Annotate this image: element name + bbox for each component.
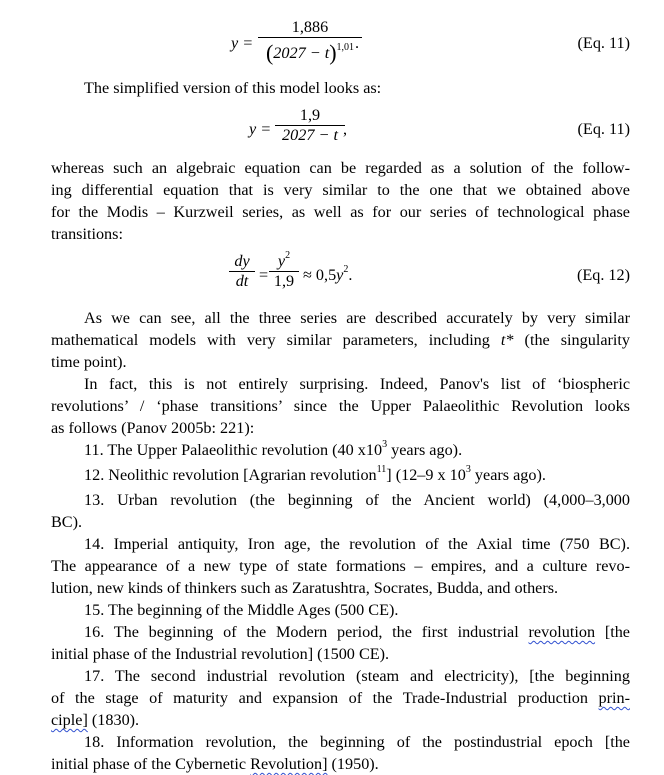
equation-12 bbox=[51, 252, 630, 304]
spellcheck-revolution: revolution bbox=[528, 623, 596, 641]
eq1-tail: . bbox=[355, 34, 360, 52]
eq1-close-paren: ) bbox=[329, 40, 337, 65]
para2-line-4: transitions: bbox=[51, 225, 123, 243]
list-item-17-cont-1: of the stage of maturity and expansion of the Trade-Industrial production prin- bbox=[51, 689, 630, 707]
list-item-13: 13. Urban revolution (the beginning of the Ancient world) (4,000–3,000 bbox=[84, 491, 630, 509]
t-star: t* bbox=[500, 331, 514, 349]
para2-line-2: ing differential equation that is very similar to the one that we obtained above bbox=[51, 181, 630, 199]
eq2-fraction bbox=[275, 106, 348, 145]
equation-11-simplified bbox=[51, 106, 630, 154]
equation-11-full bbox=[51, 18, 630, 68]
eq3-dt: dt bbox=[235, 272, 249, 290]
eq1-fraction bbox=[258, 18, 362, 64]
list-item-12: 12. Neolithic revolution [Agrarian revolution$^{11}$] (12–9 x $10^3$ years ago). bbox=[84, 464, 546, 484]
eq1-den-body: 2027 − t bbox=[273, 44, 330, 62]
eq3-y2: y bbox=[336, 266, 344, 284]
eq2-tail: , bbox=[343, 120, 348, 138]
eq3-y2-sup: 2 bbox=[343, 264, 349, 275]
eq2-lhs: y = bbox=[249, 120, 272, 138]
spellcheck-ciple: ciple] bbox=[51, 711, 88, 729]
revolutions-list bbox=[51, 439, 630, 775]
eq3-y-sup: 2 bbox=[285, 250, 291, 261]
list-item-18: 18. Information revolution, the beginning of the postindustrial epoch [the bbox=[84, 733, 630, 751]
list-item-15: 15. The beginning of the Middle Ages (500 CE). bbox=[84, 601, 399, 619]
eq3-fraction bbox=[269, 252, 299, 291]
list-item-16-cont: initial phase of the Industrial revolution] (1500 CE). bbox=[51, 645, 390, 663]
eq2-tag: (Eq. 11) bbox=[577, 120, 630, 138]
list-item-17: 17. The second industrial revolution (steam and electricity), [the beginning bbox=[84, 667, 630, 685]
para-differential bbox=[51, 157, 630, 245]
para3-line-1: As we can see, all the three series are described accurately by very similar bbox=[84, 309, 630, 327]
eq3-tail: . bbox=[348, 266, 353, 284]
eq3-equals: = bbox=[259, 266, 269, 284]
eq3-dy: dy bbox=[234, 252, 250, 270]
para-three-series bbox=[51, 307, 630, 373]
spellcheck-prin: prin- bbox=[598, 689, 630, 707]
para3-line-3: time point). bbox=[51, 353, 127, 371]
para-panov bbox=[51, 373, 630, 439]
eq3-derivative bbox=[229, 252, 255, 291]
eq1-lhs: y = bbox=[231, 34, 254, 52]
list-item-11: 11. The Upper Palaeolithic revolution (40 $x10^3$ years ago). bbox=[84, 439, 463, 459]
eq3-approx: ≈ 0,5 bbox=[303, 266, 337, 284]
list-item-16: 16. The beginning of the Modern period, the first industrial revolution [the bbox=[84, 623, 630, 641]
eq1-exponent: 1,01 bbox=[336, 42, 355, 53]
eq2-denominator: 2027 − t bbox=[282, 126, 338, 144]
eq3-y: y bbox=[277, 252, 286, 270]
para4-line-3: as follows (Panov 2005b: 221): bbox=[51, 419, 255, 437]
para4-line-2: revolutions’ / ‘phase transitions’ since the Upper Palaeolithic Revolution looks bbox=[51, 397, 630, 415]
eq2-numerator: 1,9 bbox=[299, 106, 321, 124]
spellcheck-revolution-2: Revolution] bbox=[250, 755, 328, 773]
eq1-numerator: 1,886 bbox=[291, 18, 329, 36]
list-item-14-cont-1: The appearance of a new type of state formations – empires, and a culture revo- bbox=[51, 557, 630, 575]
list-item-18-cont: initial phase of the Cybernetic Revolution] (1950). bbox=[51, 755, 379, 773]
list-item-13-cont: BC). bbox=[51, 513, 83, 531]
eq3-tag: (Eq. 12) bbox=[576, 266, 630, 284]
para2-line-3: for the Modis – Kurzweil series, as well as for our series of technological phase bbox=[51, 203, 630, 221]
para2-line-1: whereas such an algebraic equation can be regarded as a solution of the follow- bbox=[51, 159, 630, 177]
para3-line-2: mathematical models with very similar parameters, including t* (the singularity bbox=[51, 331, 630, 349]
eq1-open-paren: ( bbox=[265, 40, 274, 65]
para-simplified: The simplified version of this model looks as: bbox=[84, 79, 382, 97]
list-item-14: 14. Imperial antiquity, Iron age, the revolution of the Axial time (750 BC). bbox=[84, 535, 630, 553]
eq1-tag: (Eq. 11) bbox=[577, 34, 630, 52]
eq3-denominator: 1,9 bbox=[273, 272, 295, 290]
para4-line-1: In fact, this is not entirely surprising. Indeed, Panov's list of ‘biospheric bbox=[84, 375, 630, 393]
list-item-17-cont-2: ciple] (1830). bbox=[51, 711, 140, 729]
list-item-14-cont-2: lution, new kinds of thinkers such as Zaratushtra, Socrates, Budda, and others. bbox=[51, 579, 559, 597]
